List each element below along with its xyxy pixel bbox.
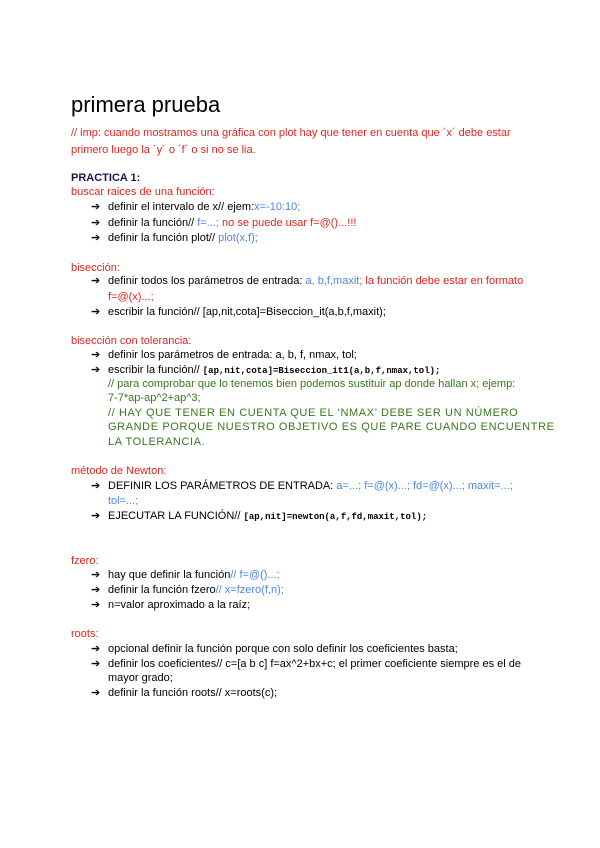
item-text: definir la función fzero xyxy=(108,584,216,596)
item-text: DEFINIR LOS PARÁMETROS DE ENTRADA: xyxy=(108,480,337,492)
item-code: // f=@()...; xyxy=(230,569,280,581)
list-item xyxy=(108,584,284,597)
item-params: a, b,f,maxit xyxy=(305,275,360,287)
arrow-bullet-icon: ➔ xyxy=(91,217,101,229)
arrow-bullet-icon: ➔ xyxy=(91,201,101,213)
item-text: EJECUTAR LA FUNCIÓN// xyxy=(108,510,244,522)
section-heading-raices: buscar raices de una función: xyxy=(71,186,215,198)
list-item xyxy=(108,510,427,524)
practica-heading: PRACTICA 1: xyxy=(71,172,141,184)
list-item xyxy=(108,364,440,378)
list-item: definir los parámetros de entrada: a, b, f, nmax, tol; xyxy=(108,349,357,361)
list-item: escribir la función// [ap,nit,cota]=Biseccion_it(a,b,f,maxit); xyxy=(108,306,386,318)
item-text: escribir la función// xyxy=(108,364,203,376)
intro-note-line-1: // imp: cuando mostramos una gráfica con plot hay que tener en cuenta que ´x´ debe estar xyxy=(71,127,511,139)
item-code: plot(x,f); xyxy=(218,232,258,244)
list-item xyxy=(108,217,356,230)
comment-line: // para comprobar que lo tenemos bien podemos sustituir ap donde hallan x; ejemp: xyxy=(108,378,516,390)
arrow-bullet-icon: ➔ xyxy=(91,658,101,670)
comment-line: // HAY QUE TENER EN CUENTA QUE EL ‘NMAX’ DEBE SER UN NÚMERO xyxy=(108,407,519,419)
arrow-bullet-icon: ➔ xyxy=(91,349,101,361)
arrow-bullet-icon: ➔ xyxy=(91,232,101,244)
comment-line: LA TOLERANCIA. xyxy=(108,436,206,448)
item-code: f=...; xyxy=(197,217,219,229)
arrow-bullet-icon: ➔ xyxy=(91,480,101,492)
list-item xyxy=(108,480,513,493)
list-item: opcional definir la función porque con solo definir los coeficientes basta; xyxy=(108,643,458,655)
arrow-bullet-icon: ➔ xyxy=(91,275,101,287)
item-text: definir el intervalo de x// ejem: xyxy=(108,201,255,213)
item-code: [ap,nit,cota]=Biseccion_it1(a,b,f,nmax,tol); xyxy=(202,366,441,376)
arrow-bullet-icon: ➔ xyxy=(91,510,101,522)
list-item: definir los coeficientes// c=[a b c] f=ax^2+bx+c; el primer coeficiente siempre es el de xyxy=(108,658,521,670)
list-item: definir la función roots// x=roots(c); xyxy=(108,687,278,699)
list-item xyxy=(108,201,300,214)
item-continuation: tol=...; xyxy=(108,495,139,507)
item-params: a=...; f=@(x)...; fd=@(x)...; maxit=...; xyxy=(336,480,513,492)
section-heading-fzero: fzero: xyxy=(71,555,99,567)
arrow-bullet-icon: ➔ xyxy=(91,569,101,581)
item-code: [ap,nit]=newton(a,f,fd,maxit,tol); xyxy=(243,512,428,522)
item-text: definir la función// xyxy=(108,217,198,229)
item-warning: no se puede usar f=@()...!!! xyxy=(219,217,357,229)
list-item xyxy=(108,232,258,245)
arrow-bullet-icon: ➔ xyxy=(91,306,101,318)
section-heading-biseccion-tolerancia: bisección con tolerancia: xyxy=(71,335,192,347)
intro-note-line-2: primero luego la ´y´ o ´f´ o si no se lia. xyxy=(71,144,256,156)
item-code: // x=fzero(f,n); xyxy=(215,584,284,596)
list-item xyxy=(108,275,523,288)
section-heading-newton: método de Newton: xyxy=(71,465,167,477)
list-item: n=valor aproximado a la raíz; xyxy=(108,599,251,611)
item-continuation: mayor grado; xyxy=(108,672,173,684)
section-heading-biseccion: bisección: xyxy=(71,262,120,274)
item-code: x=-10:10; xyxy=(254,201,301,213)
arrow-bullet-icon: ➔ xyxy=(91,599,101,611)
arrow-bullet-icon: ➔ xyxy=(91,364,101,376)
comment-line: 7-7*ap-ap^2+ap^3; xyxy=(108,392,201,404)
item-continuation: f=@(x)...; xyxy=(108,291,154,303)
item-text: definir todos los parámetros de entrada: xyxy=(108,275,306,287)
comment-line: GRANDE PORQUE NUESTRO OBJETIVO ES QUE PARE CUANDO ENCUENTRE xyxy=(108,421,555,433)
section-heading-roots: roots: xyxy=(71,628,99,640)
arrow-bullet-icon: ➔ xyxy=(91,584,101,596)
item-text: definir la función plot// xyxy=(108,232,219,244)
arrow-bullet-icon: ➔ xyxy=(91,687,101,699)
list-item xyxy=(108,569,280,582)
item-warning: ; la función debe estar en formato xyxy=(359,275,524,287)
page-title: primera prueba xyxy=(71,92,221,117)
item-text: hay que definir la función xyxy=(108,569,231,581)
arrow-bullet-icon: ➔ xyxy=(91,643,101,655)
